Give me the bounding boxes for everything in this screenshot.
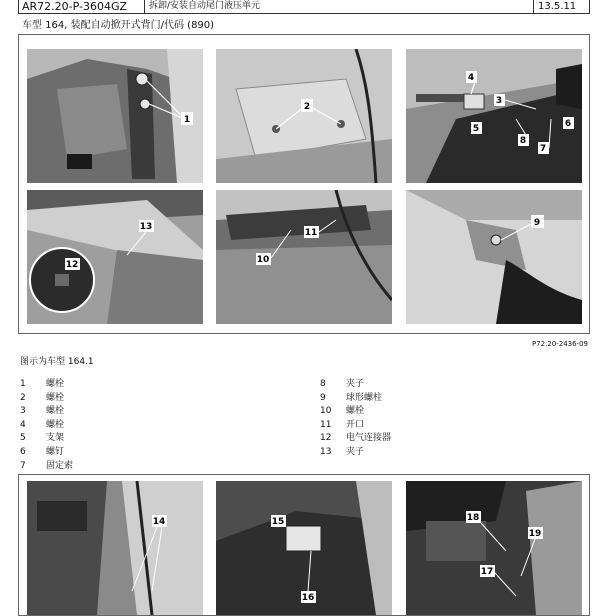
photo-callout: 1 (183, 115, 191, 125)
photo-4-image (27, 190, 203, 324)
photo-callout: 14 (152, 517, 166, 527)
figure-caption: 图示为车型 164.1 (20, 357, 94, 367)
photo-4 (27, 190, 203, 324)
photo-8 (216, 481, 392, 615)
photo-callout: 11 (304, 228, 318, 238)
photo-callout: 15 (271, 517, 285, 527)
header-divider (144, 0, 145, 13)
legend-item (20, 432, 73, 446)
legend-item (320, 392, 391, 406)
photo-callout: 12 (65, 260, 79, 270)
photo-3-image (406, 49, 582, 183)
photo-5 (216, 190, 392, 324)
legend-item (20, 446, 73, 460)
legend-text: 固定索 (46, 460, 74, 471)
legend-text: 电气连接器 (346, 433, 392, 444)
model-line: 车型 164, 装配自动掀开式背门/代码 (890) (22, 20, 215, 31)
legend-text: 螺栓 (346, 406, 365, 417)
document-title: 拆卸/安装自动尾门液压单元 (149, 1, 261, 11)
legend-text: 螺栓 (46, 379, 65, 389)
photo-callout: 4 (467, 73, 475, 83)
legend-text: 夹子 (346, 446, 365, 457)
photo-9-image (406, 481, 582, 615)
legend-number: 13 (320, 446, 332, 457)
document-code: AR72.20-P-3604GZ (22, 0, 128, 13)
photo-7-image (27, 481, 203, 615)
photo-5-image (216, 190, 392, 324)
photo-callout: 8 (519, 136, 527, 146)
photo-6-image (406, 190, 582, 324)
legend-item (320, 405, 391, 419)
legend-text: 支架 (46, 433, 65, 444)
header-divider (533, 0, 534, 13)
legend-number: 6 (20, 446, 26, 457)
legend-number: 11 (320, 419, 332, 430)
legend-number: 2 (20, 392, 26, 403)
photo-callout: 2 (303, 102, 311, 112)
legend-text: 螺栓 (46, 419, 65, 430)
legend-text: 开口 (346, 419, 365, 430)
legend-item (20, 460, 73, 474)
legend-text: 球形螺柱 (346, 392, 383, 403)
legend-text: 螺栓 (46, 392, 65, 403)
photo-3 (406, 49, 582, 183)
legend-text: 螺钉 (46, 446, 65, 457)
figure-panel-bottom (18, 474, 590, 616)
photo-2-image (216, 49, 392, 183)
photo-callout: 10 (256, 255, 270, 265)
document-header (18, 0, 590, 14)
legend-left (20, 378, 73, 473)
legend-item (20, 405, 73, 419)
legend-right (320, 378, 391, 460)
photo-callout: 19 (528, 529, 542, 539)
photo-callout: 16 (301, 593, 315, 603)
legend-item (320, 446, 391, 460)
photo-9 (406, 481, 582, 615)
photo-1-image (27, 49, 203, 183)
photo-1 (27, 49, 203, 183)
legend-number: 10 (320, 406, 332, 417)
document-version: 13.5.11 (538, 1, 577, 12)
legend-number: 4 (20, 419, 26, 430)
photo-callout: 9 (533, 218, 541, 228)
photo-callout: 3 (495, 96, 503, 106)
photo-6 (406, 190, 582, 324)
legend-text: 螺栓 (46, 406, 65, 417)
photo-callout: 6 (564, 119, 572, 129)
legend-number: 3 (20, 406, 26, 417)
photo-8-image (216, 481, 392, 615)
legend-item (20, 378, 73, 392)
figure-panel-top (18, 34, 590, 334)
photo-callout: 13 (139, 222, 153, 232)
legend-number: 12 (320, 433, 332, 444)
legend-number: 9 (320, 392, 326, 403)
legend-item (20, 419, 73, 433)
legend-item (320, 419, 391, 433)
photo-callout: 5 (472, 124, 480, 134)
legend-item (320, 378, 391, 392)
legend-number: 7 (20, 460, 26, 471)
legend-number: 8 (320, 379, 326, 389)
photo-callout: 17 (480, 567, 494, 577)
photo-2 (216, 49, 392, 183)
photo-callout: 18 (466, 513, 480, 523)
photo-callout: 7 (539, 144, 547, 154)
legend-number: 1 (20, 379, 26, 389)
legend-text: 夹子 (346, 379, 365, 389)
figure-reference: P72.20-2436-09 (531, 340, 588, 348)
legend-item (320, 432, 391, 446)
legend-number: 5 (20, 433, 26, 444)
photo-7 (27, 481, 203, 615)
legend-item (20, 392, 73, 406)
